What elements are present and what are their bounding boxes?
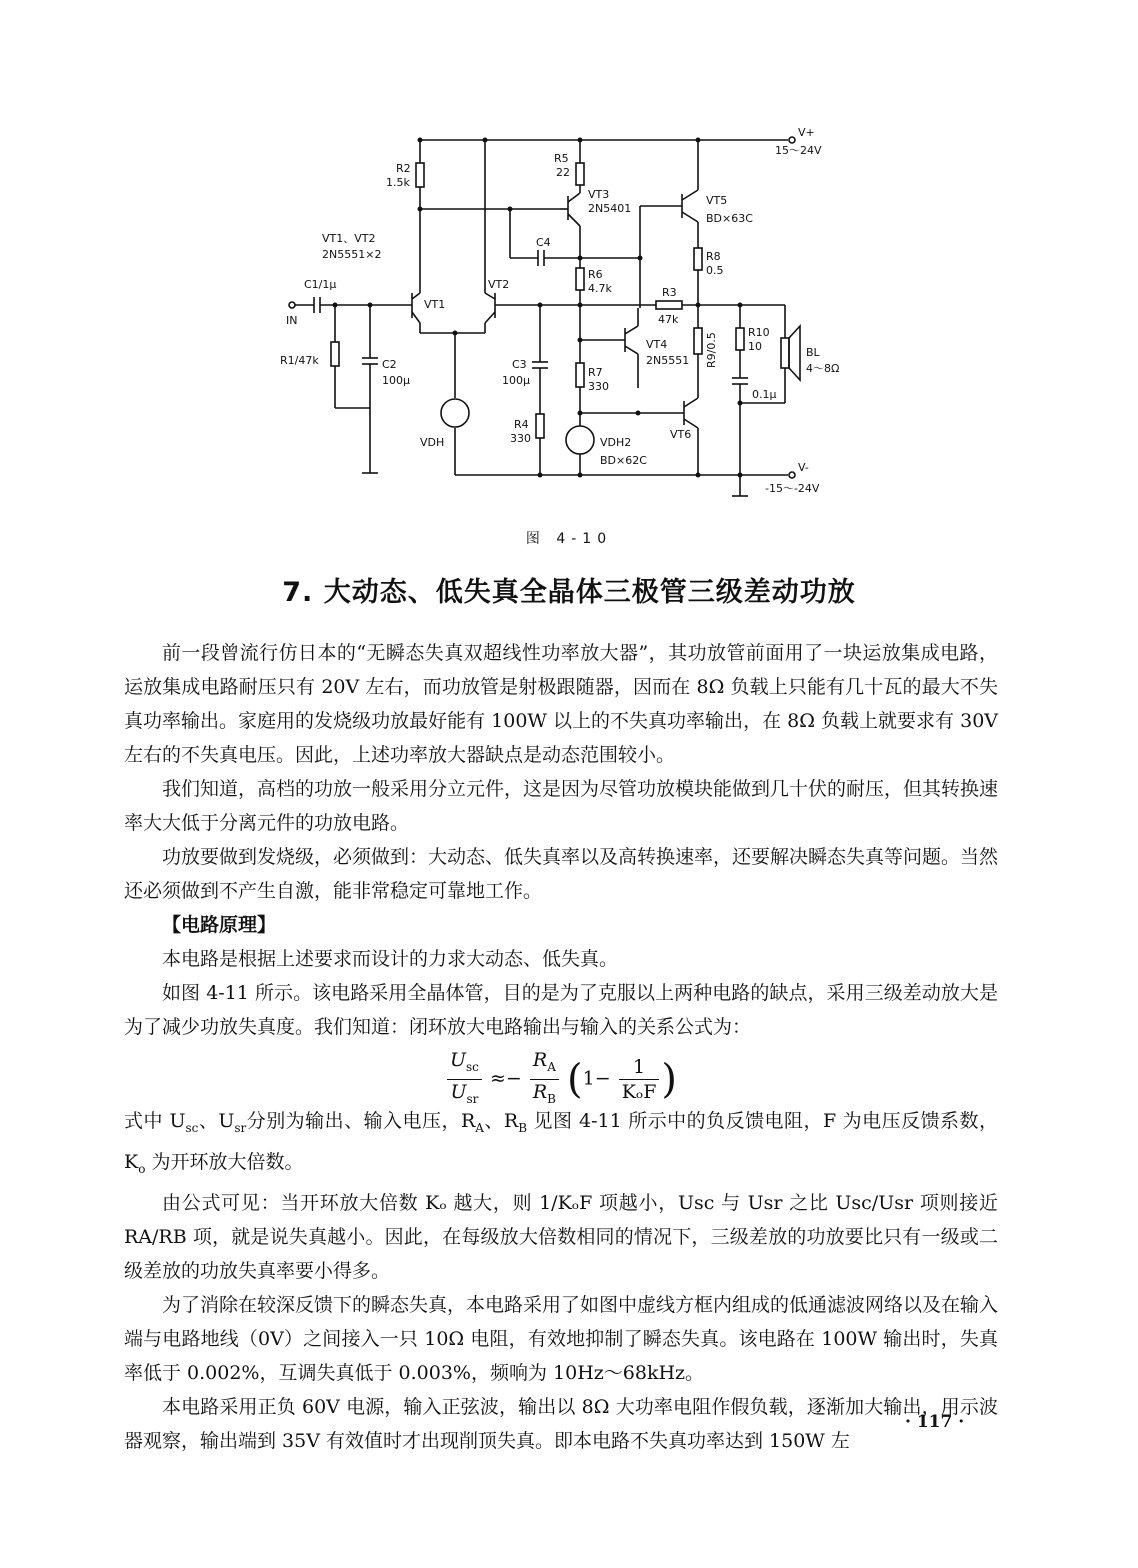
- label-vplus: V+: [798, 126, 815, 139]
- label-vt3-type: 2N5401: [588, 202, 632, 215]
- label-in: IN: [286, 314, 298, 327]
- formula-lhs-den: U: [450, 1080, 467, 1103]
- label-r2-val: 1.5k: [386, 176, 410, 189]
- paragraph-5: 如图 4-11 所示。该电路采用全晶体管，目的是为了克服以上两种电路的缺点，采用三级差动放大是为了减少功放失真度。我们知道：闭环放大电路输出与输入的关系公式为：: [124, 982, 998, 1038]
- label-vt2: VT2: [488, 278, 510, 291]
- label-r4-val: 330: [510, 432, 531, 445]
- label-r10-val: 10: [748, 340, 762, 353]
- label-vt3: VT3: [588, 188, 610, 201]
- label-r5: R5: [554, 152, 569, 165]
- label-r6-val: 4.7k: [588, 282, 612, 295]
- label-vminus-range: -15～-24V: [765, 482, 820, 495]
- figure-caption: 图 4-10: [525, 531, 613, 547]
- formula-one-minus: 1−: [582, 1067, 611, 1090]
- formula-rhs-num: R: [532, 1049, 548, 1071]
- formula-lhs-num-sub: sc: [466, 1059, 479, 1074]
- formula-inner-den: KₒF: [621, 1080, 657, 1103]
- label-r5-val: 22: [556, 166, 570, 179]
- formula-rhs: [530, 1048, 559, 1111]
- label-c5-val: 0.1μ: [752, 388, 777, 401]
- label-c3: C3: [512, 358, 527, 371]
- label-vt5-type: BD×63C: [706, 212, 753, 225]
- paragraph-8: 为了消除在较深反馈下的瞬态失真，本电路采用了如图中虚线方框内组成的低通滤波网络以及在输入端与电路地线（0V）之间接入一只 10Ω 电阻，有效地抑制了瞬态失真。该电路在 100W 输出时，失真率低于 0.002%，互调失真低于 0.003%，频响为 10Hz～68kHz。: [124, 1293, 999, 1384]
- label-vt12-type: 2N5551×2: [322, 248, 382, 261]
- label-vdh2: VDH2: [600, 436, 632, 449]
- label-c2: C2: [382, 358, 397, 371]
- label-vt6: VT6: [670, 428, 692, 441]
- label-r7: R7: [588, 366, 603, 379]
- formula-inner-num: 1: [619, 1055, 660, 1080]
- formula-rhs-den: R: [532, 1080, 548, 1103]
- circuit-diagram: [270, 118, 850, 508]
- label-r10: R10: [748, 326, 770, 339]
- label-vt1: VT1: [424, 298, 446, 311]
- paragraph-2: 我们知道，高档的功放一般采用分立元件，这是因为尽管功放模块能做到几十伏的耐压，但其转换速率大大低于分离元件的功放电路。: [124, 778, 999, 834]
- paragraph-7: 由公式可见：当开环放大倍数 Kₒ 越大，则 1/KₒF 项越小，Usc 与 Usr 之比 Usc/Usr 项则接近 RA/RB 项，就是说失真越小。因此，在每级放大倍数相同的情况下，三级差放的功放要比只有一级或二级差放的功放失真率要小得多。: [124, 1191, 998, 1282]
- paragraph-1: 前一段曾流行仿日本的“无瞬态失真双超线性功率放大器”，其功放管前面用了一块运放集成电路，运放集成电路耐压只有 20V 左右，而功放管是射极跟随器，因而在 8Ω 负载上只能有几十瓦的最大不失真功率输出。家庭用的发烧级功放最好能有 100W 以上的不失真功率输出，在 8Ω 负载上就要求有 30V 左右的不失真电压。因此，上述功率放大器缺点是动态范围较小。: [124, 642, 998, 766]
- formula-rhs-num-sub: A: [547, 1059, 556, 1074]
- label-r2: R2: [396, 162, 411, 175]
- label-r9: R9/0.5: [705, 332, 718, 368]
- paragraph-9: 本电路采用正负 60V 电源，输入正弦波，输出以 8Ω 大功率电阻作假负载，逐渐加大输出，用示波器观察，输出端到 35V 有效值时才出现削顶失真。即本电路不失真功率达到 150W 左: [124, 1395, 998, 1452]
- formula-rhs-den-sub: B: [547, 1091, 556, 1106]
- label-vplus-range: 15～24V: [775, 144, 822, 157]
- label-r7-val: 330: [588, 380, 609, 393]
- label-bl: BL: [806, 346, 820, 359]
- formula-lhs: [447, 1048, 482, 1111]
- label-r8: R8: [706, 250, 721, 263]
- section-label: 【电路原理】: [162, 914, 277, 936]
- paragraph-3: 功放要做到发烧级，必须做到：大动态、低失真率以及高转换速率，还要解决瞬态失真等问题。当然还必须做到不产生自激，能非常稳定可靠地工作。: [124, 846, 999, 902]
- page-number: · 117 ·: [905, 1412, 965, 1432]
- label-r3-val: 47k: [658, 313, 679, 326]
- formula: $\frac{U_{sc}}{U_{sr}}$ ≈− $\frac{R_A}{R_B}$ (1− $\frac{1}{\text{KₒF}}$ ): [124, 1044, 998, 1104]
- formula-lhs-num: U: [449, 1049, 466, 1071]
- label-bl-val: 4～8Ω: [806, 362, 840, 375]
- label-vt4: VT4: [646, 338, 668, 351]
- label-vt5: VT5: [706, 194, 728, 207]
- body-text: [124, 636, 998, 1458]
- label-vt4-type: 2N5551: [646, 354, 690, 367]
- label-vminus: V-: [798, 461, 809, 474]
- label-r3: R3: [662, 286, 677, 299]
- formula-lhs-den-sub: sr: [466, 1091, 479, 1106]
- label-c1: C1/1μ: [304, 278, 337, 291]
- label-r1: R1/47k: [280, 354, 319, 367]
- label-vt6-type: BD×62C: [600, 454, 647, 467]
- label-r4: R4: [514, 418, 529, 431]
- section-heading: 7. 大动态、低失真全晶体三极管三级差动功放: [282, 577, 856, 608]
- label-r6: R6: [588, 268, 603, 281]
- label-c4: C4: [536, 236, 551, 249]
- paragraph-4: 本电路是根据上述要求而设计的力求大动态、低失真。: [162, 948, 619, 970]
- label-vt12: VT1、VT2: [322, 232, 376, 245]
- formula-inner: [619, 1055, 660, 1104]
- paragraph-6: 式中 $U_{sc}$、$U_{sr}$分别为输出、输入电压，$R_A$、$R_B$ 见图 4-11 所示中的负反馈电阻，F 为电压反馈系数，$K_o$ 为开环放大倍数。: [124, 1110, 998, 1176]
- label-vdh: VDH: [420, 436, 445, 449]
- label-c3-val: 100μ: [502, 374, 530, 387]
- formula-approx: ≈−: [489, 1067, 522, 1090]
- label-r8-val: 0.5: [706, 264, 724, 277]
- label-c2-val: 100μ: [382, 374, 410, 387]
